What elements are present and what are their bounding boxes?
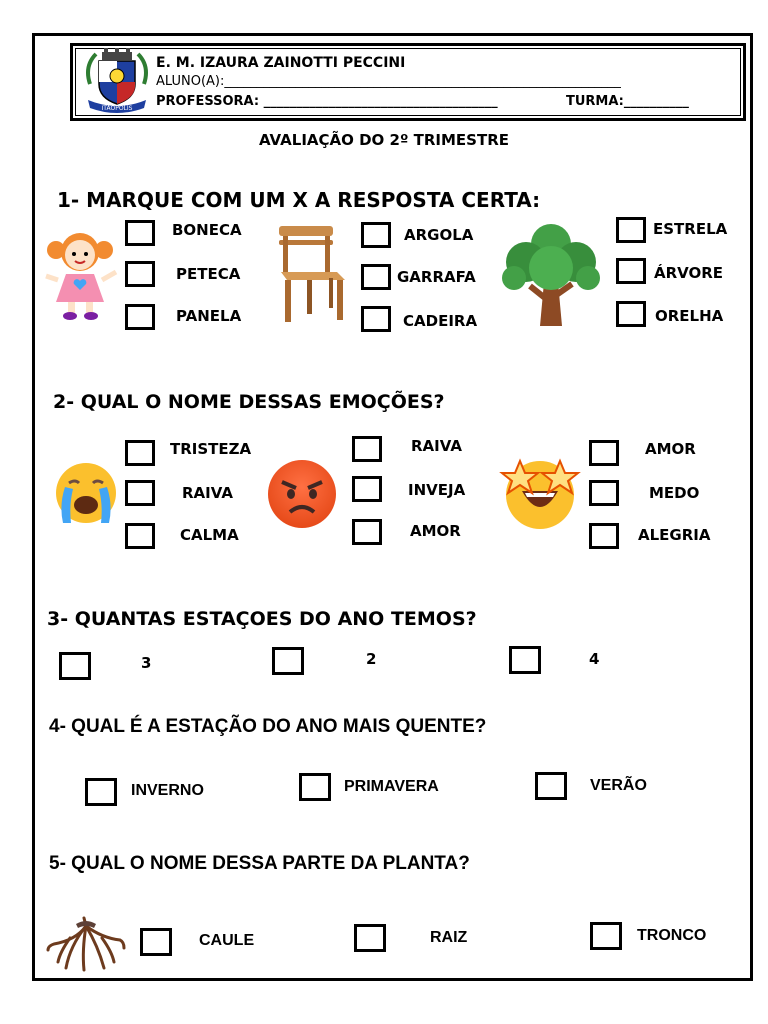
checkbox-q5-caule[interactable] bbox=[140, 928, 172, 956]
question-1: 1- MARQUE COM UM X A RESPOSTA CERTA: bbox=[57, 188, 541, 212]
option-q5-raiz: RAIZ bbox=[430, 929, 468, 946]
option-q1-garrafa: GARRAFA bbox=[397, 268, 476, 286]
option-q2-alegria: ALEGRIA bbox=[638, 526, 711, 544]
option-q1-boneca: BONECA bbox=[172, 221, 242, 239]
checkbox-q2-alegria[interactable] bbox=[589, 523, 619, 549]
question-3: 3- QUANTAS ESTAÇOES DO ANO TEMOS? bbox=[47, 608, 477, 630]
checkbox-q1-argola[interactable] bbox=[361, 222, 391, 248]
option-q2-tristeza: TRISTEZA bbox=[170, 440, 252, 458]
checkbox-q1-panela[interactable] bbox=[125, 304, 155, 330]
checkbox-q4-verao[interactable] bbox=[535, 772, 567, 800]
checkbox-q3-3[interactable] bbox=[59, 652, 91, 680]
option-q5-caule: CAULE bbox=[199, 932, 255, 949]
option-q4-inverno: INVERNO bbox=[131, 782, 204, 799]
option-q3-2: 2 bbox=[366, 650, 377, 668]
class-field[interactable]: TURMA:__________ bbox=[566, 94, 689, 109]
option-q1-panela: PANELA bbox=[176, 307, 242, 325]
option-q1-argola: ARGOLA bbox=[404, 226, 474, 244]
option-q2-amor: AMOR bbox=[410, 522, 461, 540]
option-q2-amor-b: AMOR bbox=[645, 440, 696, 458]
checkbox-q4-primavera[interactable] bbox=[299, 773, 331, 801]
checkbox-q5-raiz[interactable] bbox=[354, 924, 386, 952]
question-2: 2- QUAL O NOME DESSAS EMOÇÕES? bbox=[53, 391, 445, 413]
question-4: 4- QUAL É A ESTAÇÃO DO ANO MAIS QUENTE? bbox=[49, 716, 487, 737]
crest-text: ITAÓPOLIS bbox=[101, 105, 133, 112]
chair-icon bbox=[277, 224, 349, 324]
option-q1-arvore: ÁRVORE bbox=[654, 264, 724, 282]
option-q4-primavera: PRIMAVERA bbox=[344, 778, 439, 795]
school-name: E. M. IZAURA ZAINOTTI PECCINI bbox=[156, 55, 406, 71]
option-q2-raiva-b: RAIVA bbox=[411, 437, 462, 455]
checkbox-q1-cadeira[interactable] bbox=[361, 306, 391, 332]
option-q2-inveja: INVEJA bbox=[408, 481, 466, 499]
checkbox-q5-tronco[interactable] bbox=[590, 922, 622, 950]
doll-icon bbox=[44, 230, 120, 320]
option-q5-tronco: TRONCO bbox=[637, 927, 707, 944]
checkbox-q2-tristeza[interactable] bbox=[125, 440, 155, 466]
option-q1-peteca: PETECA bbox=[176, 265, 241, 283]
option-q1-orelha: ORELHA bbox=[655, 307, 724, 325]
teacher-name-field[interactable]: PROFESSORA: ____________________________________ bbox=[156, 94, 498, 109]
option-q3-3: 3 bbox=[141, 654, 152, 672]
checkbox-q1-orelha[interactable] bbox=[616, 301, 646, 327]
question-5: 5- QUAL O NOME DESSA PARTE DA PLANTA? bbox=[49, 853, 470, 874]
page-border bbox=[32, 33, 753, 981]
crying-face-icon bbox=[51, 461, 121, 527]
checkbox-q2-inveja[interactable] bbox=[352, 476, 382, 502]
checkbox-q1-peteca[interactable] bbox=[125, 261, 155, 287]
checkbox-q3-2[interactable] bbox=[272, 647, 304, 675]
checkbox-q2-raiva-b[interactable] bbox=[352, 436, 382, 462]
option-q4-verao: VERÃO bbox=[590, 777, 647, 794]
angry-face-icon bbox=[266, 458, 338, 530]
checkbox-q1-garrafa[interactable] bbox=[361, 264, 391, 290]
checkbox-q3-4[interactable] bbox=[509, 646, 541, 674]
roots-icon bbox=[46, 916, 126, 972]
option-q3-4: 4 bbox=[589, 650, 600, 668]
checkbox-q2-medo[interactable] bbox=[589, 480, 619, 506]
checkbox-q2-calma[interactable] bbox=[125, 523, 155, 549]
option-q1-cadeira: CADEIRA bbox=[403, 312, 478, 330]
checkbox-q2-amor[interactable] bbox=[352, 519, 382, 545]
star-struck-face-icon bbox=[498, 457, 582, 531]
checkbox-q2-raiva[interactable] bbox=[125, 480, 155, 506]
crest-icon bbox=[82, 46, 152, 114]
tree-icon bbox=[500, 222, 602, 328]
checkbox-q4-inverno[interactable] bbox=[85, 778, 117, 806]
option-q2-medo: MEDO bbox=[649, 484, 700, 502]
checkbox-q2-amor-b[interactable] bbox=[589, 440, 619, 466]
option-q2-calma: CALMA bbox=[180, 526, 239, 544]
checkbox-q1-boneca[interactable] bbox=[125, 220, 155, 246]
checkbox-q1-arvore[interactable] bbox=[616, 258, 646, 284]
page-title: AVALIAÇÃO DO 2º TRIMESTRE bbox=[258, 131, 510, 149]
student-name-field[interactable]: ALUNO(A):_____________________________________________________________ bbox=[156, 74, 621, 89]
checkbox-q1-estrela[interactable] bbox=[616, 217, 646, 243]
option-q1-estrela: ESTRELA bbox=[653, 220, 728, 238]
option-q2-raiva: RAIVA bbox=[182, 484, 233, 502]
